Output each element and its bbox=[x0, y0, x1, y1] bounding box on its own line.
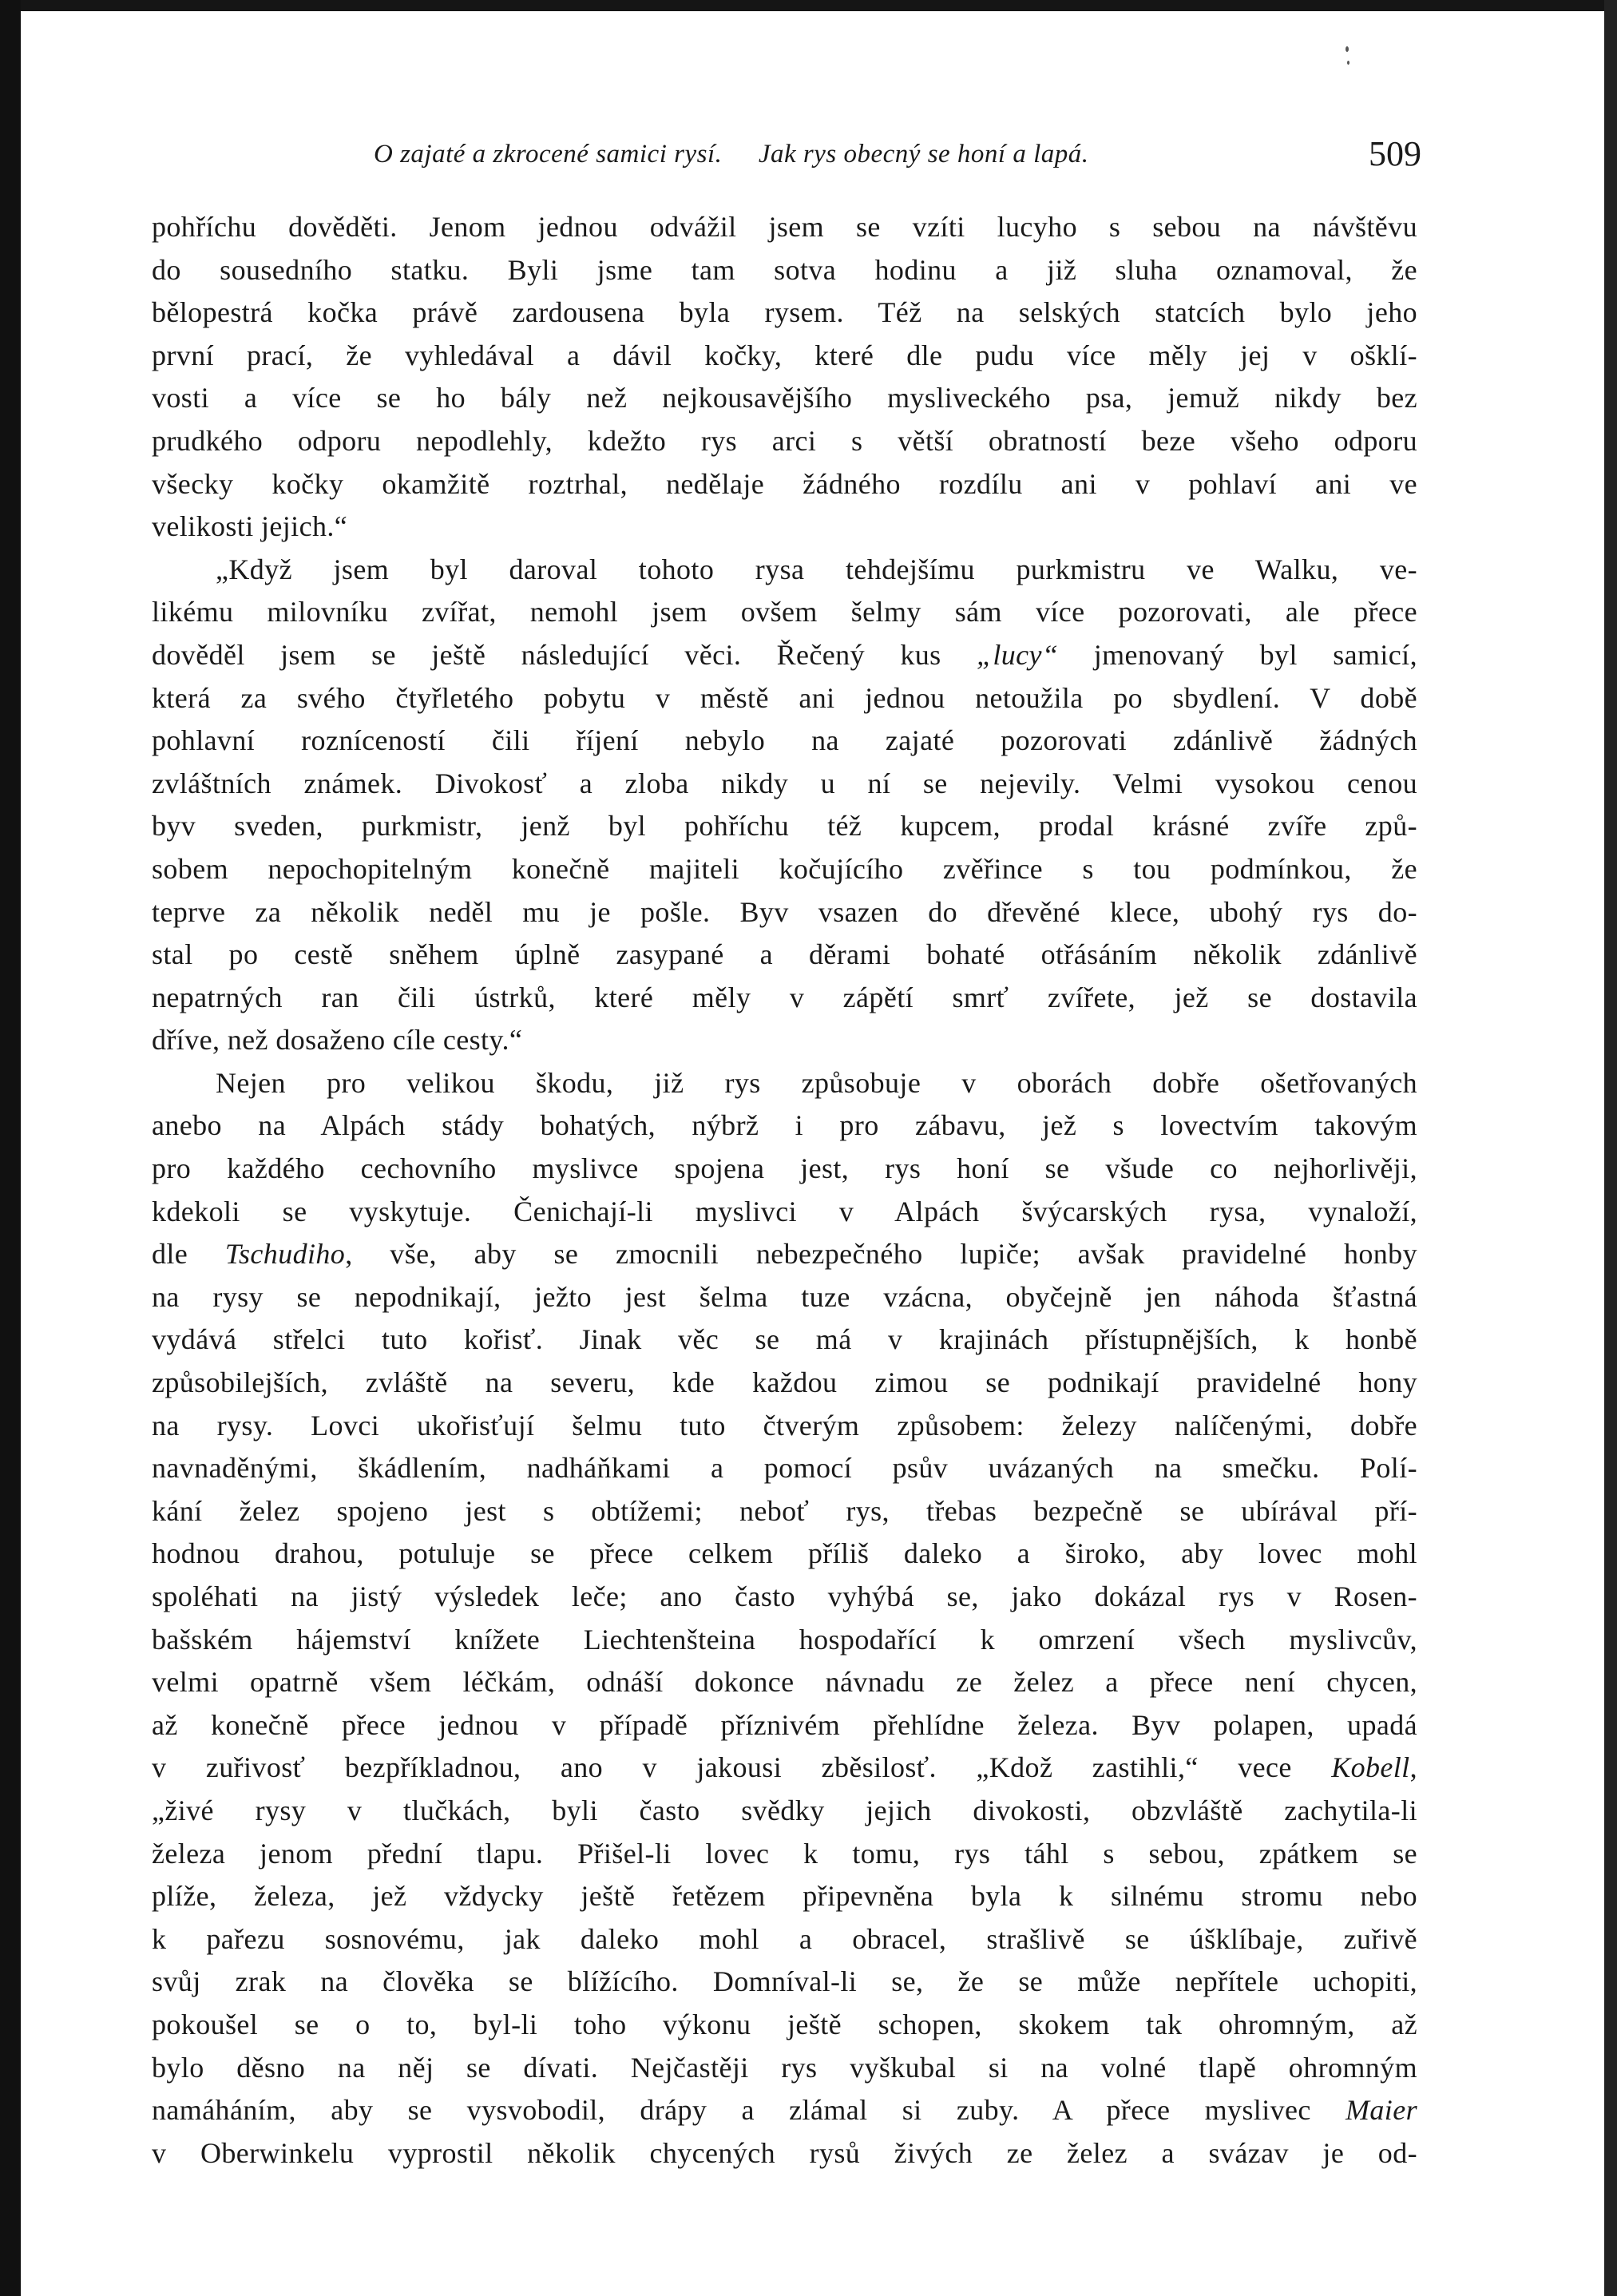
text-line: byv sveden, purkmistr, jenž byl pohříchu též kupcem, prodal krásné zvíře způ- bbox=[152, 810, 1417, 843]
text-line: pokoušel se o to, byl-li toho výkonu ještě schopen, skokem tak ohromným, až bbox=[152, 2008, 1417, 2040]
text-line: nepatrných ran čili ústrků, které měly v zápětí smrť zvířete, jež se dostavila bbox=[152, 981, 1417, 1013]
text-line: na rysy se nepodnikají, ježto jest šelma tuze vzácna, obyčejně jen náhoda šťastná bbox=[152, 1280, 1417, 1313]
text-line bbox=[152, 2089, 1417, 2132]
scan-speck bbox=[1347, 61, 1349, 65]
text-line: bělopestrá kočka právě zardousena byla rysem. Též na selských statcích bylo jeho bbox=[152, 296, 1417, 329]
text-line: na rysy. Lovci ukořisťují šelmu tuto čtverým způsobem: železy nalíčenými, dobře bbox=[152, 1409, 1417, 1441]
text-line: anebo na Alpách stády bohatých, nýbrž i pro zábavu, jež s lovectvím takovým bbox=[152, 1109, 1417, 1142]
italic-name: Maier bbox=[1346, 2094, 1417, 2127]
text-line: do sousedního statku. Byli jsme tam sotva hodinu a již sluha oznamoval, že bbox=[152, 253, 1417, 286]
italic-name: „lucy“ bbox=[976, 638, 1059, 671]
text-line: „Když jsem byl daroval tohoto rysa tehdejšímu purkmistru ve Walku, ve- bbox=[216, 553, 1417, 585]
text-line: likému milovníku zvířat, nemohl jsem ovšem šelmy sám více pozorovati, ale přece bbox=[152, 596, 1417, 629]
scan-border-right bbox=[1604, 0, 1617, 2296]
text-line: velmi opatrně všem léčkám, odnáší dokonce návnadu ze želez a přece není chycen, bbox=[152, 1666, 1417, 1699]
text-segment: , vše, aby se zmocnili nebezpečného lupiče; avšak pravidelné honby bbox=[345, 1238, 1417, 1271]
text-line: dříve, než dosaženo cíle cesty.“ bbox=[152, 1024, 523, 1057]
text-line: velikosti jejich.“ bbox=[152, 510, 348, 543]
text-segment: namáháním, aby se vysvobodil, drápy a zlámal si zuby. A přece myslivec bbox=[152, 2094, 1346, 2127]
text-line: v Oberwinkelu vyprostil několik chycených rysů živých ze želez a svázav je od- bbox=[152, 2136, 1417, 2169]
text-line: pro každého cechovního myslivce spojena jest, rys honí se všude co nejhorlivěji, bbox=[152, 1152, 1417, 1185]
running-title-part1: O zajaté a zkrocené samici rysí. bbox=[374, 140, 723, 169]
italic-name: Kobell bbox=[1331, 1751, 1410, 1784]
text-line: „živé rysy v tlučkách, byli často svědky jejich divokosti, obzvláště zachytila-li bbox=[152, 1794, 1417, 1826]
text-line: vydává střelci tuto kořisť. Jinak věc se má v krajinách přístupnějších, k honbě bbox=[152, 1323, 1417, 1356]
text-line: svůj zrak na člověka se blížícího. Domníval-li se, že se může nepřítele uchopiti, bbox=[152, 1965, 1417, 1998]
text-segment: dověděl jsem se ještě následující věci. Řečený kus bbox=[152, 638, 977, 671]
text-line: která za svého čtyřletého pobytu v městě ani jednou netoužila po sbydlení. V době bbox=[152, 681, 1417, 714]
text-line bbox=[152, 1747, 1417, 1790]
italic-name: Tschudiho bbox=[224, 1238, 346, 1271]
text-line: prudkého odporu nepodlehly, kdežto rys arci s větší obratností beze všeho odporu bbox=[152, 424, 1417, 457]
text-line: bašském hájemství knížete Liechtenšteina hospodařící k omrzení všech myslivcův, bbox=[152, 1623, 1417, 1656]
text-line: pohlavní rozníceností čili říjení nebylo na zajaté pozorovati zdánlivě žádných bbox=[152, 724, 1417, 757]
text-line: sobem nepochopitelným konečně majiteli kočujícího zvěřince s tou podmínkou, že bbox=[152, 852, 1417, 885]
text-line: Nejen pro velikou škodu, již rys způsobuje v oborách dobře ošetřovaných bbox=[216, 1066, 1417, 1099]
text-line: první prací, že vyhledával a dávil kočky, které dle pudu více měly jej v ošklí- bbox=[152, 339, 1417, 371]
text-line: bylo děsno na něj se dívati. Nejčastěji rys vyškubal si na volné tlapě ohromným bbox=[152, 2051, 1417, 2084]
running-title bbox=[374, 140, 1089, 169]
scan-speck bbox=[1346, 46, 1349, 52]
text-line: spoléhati na jistý výsledek leče; ano často vyhýbá se, jako dokázal rys v Rosen- bbox=[152, 1580, 1417, 1612]
text-line: teprve za několik neděl mu je pošle. Byv vsazen do dřevěné klece, ubohý rys do- bbox=[152, 895, 1417, 928]
text-line: stal po cestě sněhem úplně zasypané a děrami bohaté otřásáním několik zdánlivě bbox=[152, 938, 1417, 971]
text-line: plíže, železa, jež vždycky ještě řetězem připevněna byla k silnému stromu nebo bbox=[152, 1880, 1417, 1913]
text-line: kdekoli se vyskytuje. Čenichají-li myslivci v Alpách švýcarských rysa, vynaloží, bbox=[152, 1195, 1417, 1227]
running-title-part2: Jak rys obecný se honí a lapá. bbox=[758, 140, 1089, 169]
page-number: 509 bbox=[1369, 134, 1421, 173]
text-line bbox=[152, 634, 1417, 677]
text-line: kání želez spojeno jest s obtížemi; neboť rys, třebas bezpečně se ubírával pří- bbox=[152, 1494, 1417, 1527]
text-line: vosti a více se ho bály než nejkousavějšího mysliveckého psa, jemuž nikdy bez bbox=[152, 382, 1417, 414]
text-line: pohříchu dověděti. Jenom jednou odvážil jsem se vzíti lucyho s sebou na návštěvu bbox=[152, 211, 1417, 243]
text-line: hodnou drahou, potuluje se přece celkem příliš daleko a široko, aby lovec mohl bbox=[152, 1537, 1417, 1570]
text-line: všecky kočky okamžitě roztrhal, nedělaje žádného rozdílu ani v pohlaví ani ve bbox=[152, 467, 1417, 500]
text-line: způsobilejších, zvláště na severu, kde každou zimou se podnikají pravidelné hony bbox=[152, 1366, 1417, 1399]
text-line: navnaděnými, škádlením, nadháňkami a pomocí psův uvázaných na smečku. Polí- bbox=[152, 1452, 1417, 1485]
text-line: zvláštních známek. Divokosť a zloba nikdy u ní se nejevily. Velmi vysokou cenou bbox=[152, 767, 1417, 799]
text-segment: v zuřivosť bezpříkladnou, ano v jakousi zběsilosť. „Kdož zastihli,“ vece bbox=[152, 1751, 1332, 1784]
body-text bbox=[152, 206, 1417, 2175]
text-segment: jmenovaný byl samicí, bbox=[1058, 638, 1417, 671]
text-line: k pařezu sosnovému, jak daleko mohl a obracel, strašlivě se úšklíbaje, zuřivě bbox=[152, 1922, 1417, 1955]
text-line: až konečně přece jednou v případě příznivém přehlídne železa. Byv polapen, upadá bbox=[152, 1708, 1417, 1741]
text-line bbox=[152, 1233, 1417, 1276]
text-line: železa jenom přední tlapu. Přišel-li lovec k tomu, rys táhl s sebou, zpátkem se bbox=[152, 1837, 1417, 1870]
text-segment: dle bbox=[152, 1238, 225, 1271]
page-header bbox=[152, 132, 1429, 180]
text-segment: , bbox=[1409, 1751, 1417, 1784]
scan-border-left bbox=[0, 0, 21, 2296]
scan-border-top bbox=[0, 0, 1617, 11]
